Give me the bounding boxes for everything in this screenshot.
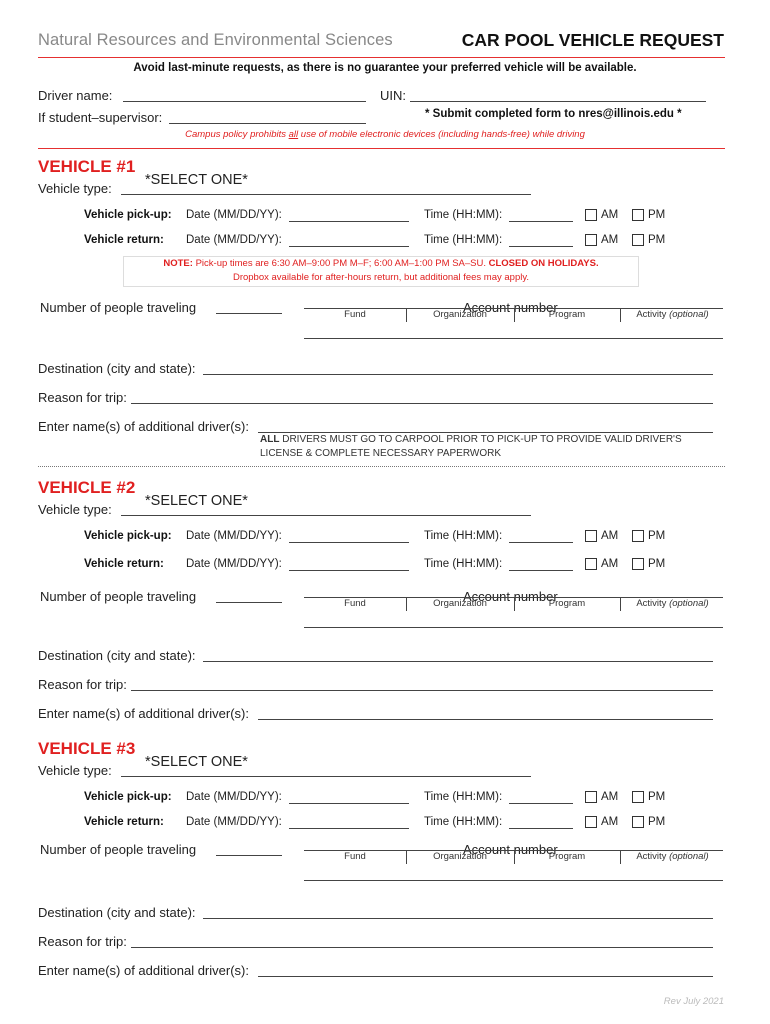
- pickup-date-field[interactable]: [289, 221, 409, 222]
- additional-drivers-field[interactable]: [258, 976, 713, 977]
- pickup-am-checkbox[interactable]: [585, 530, 597, 542]
- am-label: AM: [601, 234, 619, 246]
- pickup-time-field[interactable]: [509, 542, 573, 543]
- destination-field[interactable]: [203, 374, 713, 375]
- pickup-date-field[interactable]: [289, 803, 409, 804]
- pickup-label: Vehicle pick-up:: [84, 791, 172, 803]
- policy-text: Campus policy prohibits all use of mobile electronic devices (including hands-free) while driving: [185, 129, 585, 140]
- account-number-field[interactable]: [304, 880, 723, 881]
- organization-header: Organization: [433, 598, 487, 609]
- additional-drivers-field[interactable]: [258, 719, 713, 720]
- pickup-time-label: Time (HH:MM):: [424, 791, 503, 803]
- people-traveling-field[interactable]: [216, 313, 282, 314]
- vehicle-type-label: Vehicle type:: [38, 181, 112, 196]
- additional-drivers-label: Enter name(s) of additional driver(s):: [38, 419, 249, 434]
- return-date-label: Date (MM/DD/YY):: [186, 816, 282, 828]
- program-header: Program: [548, 598, 586, 609]
- account-column-divider: [620, 308, 621, 322]
- vehicle-heading: VEHICLE #3: [38, 739, 136, 758]
- pm-label: PM: [648, 558, 666, 570]
- return-time-label: Time (HH:MM):: [424, 816, 503, 828]
- fund-header: Fund: [344, 598, 366, 609]
- pm-label: PM: [648, 530, 666, 542]
- am-label: AM: [601, 209, 619, 221]
- account-column-divider: [514, 597, 515, 611]
- destination-label: Destination (city and state):: [38, 361, 196, 376]
- pickup-time-field[interactable]: [509, 221, 573, 222]
- additional-drivers-label: Enter name(s) of additional driver(s):: [38, 963, 249, 978]
- account-column-divider: [620, 597, 621, 611]
- return-pm-checkbox[interactable]: [632, 558, 644, 570]
- account-number-field[interactable]: [304, 627, 723, 628]
- return-label: Vehicle return:: [84, 234, 164, 246]
- section-divider: [38, 148, 725, 149]
- pickup-pm-checkbox[interactable]: [632, 209, 644, 221]
- destination-label: Destination (city and state):: [38, 648, 196, 663]
- am-label: AM: [601, 530, 619, 542]
- pickup-am-checkbox[interactable]: [585, 209, 597, 221]
- uin-label: UIN:: [380, 88, 406, 103]
- destination-field[interactable]: [203, 661, 713, 662]
- return-am-checkbox[interactable]: [585, 234, 597, 246]
- reason-field[interactable]: [131, 403, 713, 404]
- destination-label: Destination (city and state):: [38, 905, 196, 920]
- submit-note: * Submit completed form to nres@illinois.edu *: [425, 108, 682, 120]
- pm-label: PM: [648, 209, 666, 221]
- pickup-time-field[interactable]: [509, 803, 573, 804]
- vehicle-type-field[interactable]: [121, 776, 531, 777]
- vehicle-heading: VEHICLE #2: [38, 478, 136, 497]
- account-number-label: Account number: [463, 589, 558, 604]
- account-column-divider: [514, 308, 515, 322]
- pm-label: PM: [648, 234, 666, 246]
- vehicle-type-label: Vehicle type:: [38, 502, 112, 517]
- pickup-date-label: Date (MM/DD/YY):: [186, 791, 282, 803]
- section-divider: [38, 466, 725, 467]
- uin-field[interactable]: [410, 101, 706, 102]
- return-date-field[interactable]: [289, 246, 409, 247]
- reason-field[interactable]: [131, 947, 713, 948]
- pickup-am-checkbox[interactable]: [585, 791, 597, 803]
- pickup-date-label: Date (MM/DD/YY):: [186, 530, 282, 542]
- account-number-label: Account number: [463, 842, 558, 857]
- vehicle-heading: VEHICLE #1: [38, 157, 136, 176]
- people-traveling-field[interactable]: [216, 602, 282, 603]
- drivers-notice: ALL DRIVERS MUST GO TO CARPOOL PRIOR TO PICK-UP TO PROVIDE VALID DRIVER'S LICENSE & COMPLETE NECESSARY PAPERWORK: [260, 434, 682, 459]
- warning-text: Avoid last-minute requests, as there is no guarantee your preferred vehicle will be available.: [133, 62, 637, 74]
- reason-label: Reason for trip:: [38, 390, 127, 405]
- pickup-label: Vehicle pick-up:: [84, 209, 172, 221]
- supervisor-label: If student–supervisor:: [38, 110, 163, 125]
- pickup-time-label: Time (HH:MM):: [424, 209, 503, 221]
- vehicle-type-label: Vehicle type:: [38, 763, 112, 778]
- pickup-date-field[interactable]: [289, 542, 409, 543]
- reason-label: Reason for trip:: [38, 677, 127, 692]
- revision-date: Rev July 2021: [663, 996, 724, 1007]
- account-column-divider: [406, 308, 407, 322]
- vehicle-type-select[interactable]: *SELECT ONE*: [145, 493, 248, 509]
- department-name: Natural Resources and Environmental Sciences: [38, 31, 393, 49]
- pm-label: PM: [648, 816, 666, 828]
- people-traveling-label: Number of people traveling: [40, 842, 197, 857]
- people-traveling-label: Number of people traveling: [40, 589, 197, 604]
- reason-field[interactable]: [131, 690, 713, 691]
- pickup-time-label: Time (HH:MM):: [424, 530, 503, 542]
- activity-header: Activity (optional): [636, 851, 709, 862]
- return-pm-checkbox[interactable]: [632, 234, 644, 246]
- additional-drivers-label: Enter name(s) of additional driver(s):: [38, 706, 249, 721]
- form-title: CAR POOL VEHICLE REQUEST: [461, 30, 724, 50]
- account-column-divider: [620, 850, 621, 864]
- return-date-label: Date (MM/DD/YY):: [186, 234, 282, 246]
- driver-name-field[interactable]: [123, 101, 366, 102]
- vehicle-type-field[interactable]: [121, 515, 531, 516]
- pickup-date-label: Date (MM/DD/YY):: [186, 209, 282, 221]
- pickup-pm-checkbox[interactable]: [632, 791, 644, 803]
- reason-label: Reason for trip:: [38, 934, 127, 949]
- organization-header: Organization: [433, 851, 487, 862]
- activity-header: Activity (optional): [636, 309, 709, 320]
- return-date-field[interactable]: [289, 570, 409, 571]
- return-pm-checkbox[interactable]: [632, 816, 644, 828]
- driver-name-label: Driver name:: [38, 88, 113, 103]
- people-traveling-field[interactable]: [216, 855, 282, 856]
- pickup-pm-checkbox[interactable]: [632, 530, 644, 542]
- activity-header: Activity (optional): [636, 598, 709, 609]
- header-divider: [38, 57, 725, 58]
- return-date-label: Date (MM/DD/YY):: [186, 558, 282, 570]
- return-time-field[interactable]: [509, 246, 573, 247]
- am-label: AM: [601, 558, 619, 570]
- fund-header: Fund: [344, 851, 366, 862]
- pm-label: PM: [648, 791, 666, 803]
- organization-header: Organization: [433, 309, 487, 320]
- vehicle-type-select[interactable]: *SELECT ONE*: [145, 754, 248, 770]
- fund-header: Fund: [344, 309, 366, 320]
- return-am-checkbox[interactable]: [585, 558, 597, 570]
- return-label: Vehicle return:: [84, 558, 164, 570]
- return-time-field[interactable]: [509, 570, 573, 571]
- account-column-divider: [514, 850, 515, 864]
- return-am-checkbox[interactable]: [585, 816, 597, 828]
- return-label: Vehicle return:: [84, 816, 164, 828]
- vehicle-type-field[interactable]: [121, 194, 531, 195]
- destination-field[interactable]: [203, 918, 713, 919]
- vehicle-type-select[interactable]: *SELECT ONE*: [145, 172, 248, 188]
- account-number-field[interactable]: [304, 338, 723, 339]
- return-time-field[interactable]: [509, 828, 573, 829]
- am-label: AM: [601, 791, 619, 803]
- return-date-field[interactable]: [289, 828, 409, 829]
- return-time-label: Time (HH:MM):: [424, 234, 503, 246]
- account-column-divider: [406, 597, 407, 611]
- program-header: Program: [548, 309, 586, 320]
- account-number-label: Account number: [463, 300, 558, 315]
- pickup-times-note: NOTE: Pick-up times are 6:30 AM–9:00 PM M–F; 6:00 AM–1:00 PM SA–SU. CLOSED ON HOLIDAYS. Dropbox available for after-hours return, but additional fees may apply.: [123, 256, 639, 287]
- return-time-label: Time (HH:MM):: [424, 558, 503, 570]
- people-traveling-label: Number of people traveling: [40, 300, 197, 315]
- program-header: Program: [548, 851, 586, 862]
- pickup-label: Vehicle pick-up:: [84, 530, 172, 542]
- supervisor-field[interactable]: [169, 123, 366, 124]
- account-column-divider: [406, 850, 407, 864]
- am-label: AM: [601, 816, 619, 828]
